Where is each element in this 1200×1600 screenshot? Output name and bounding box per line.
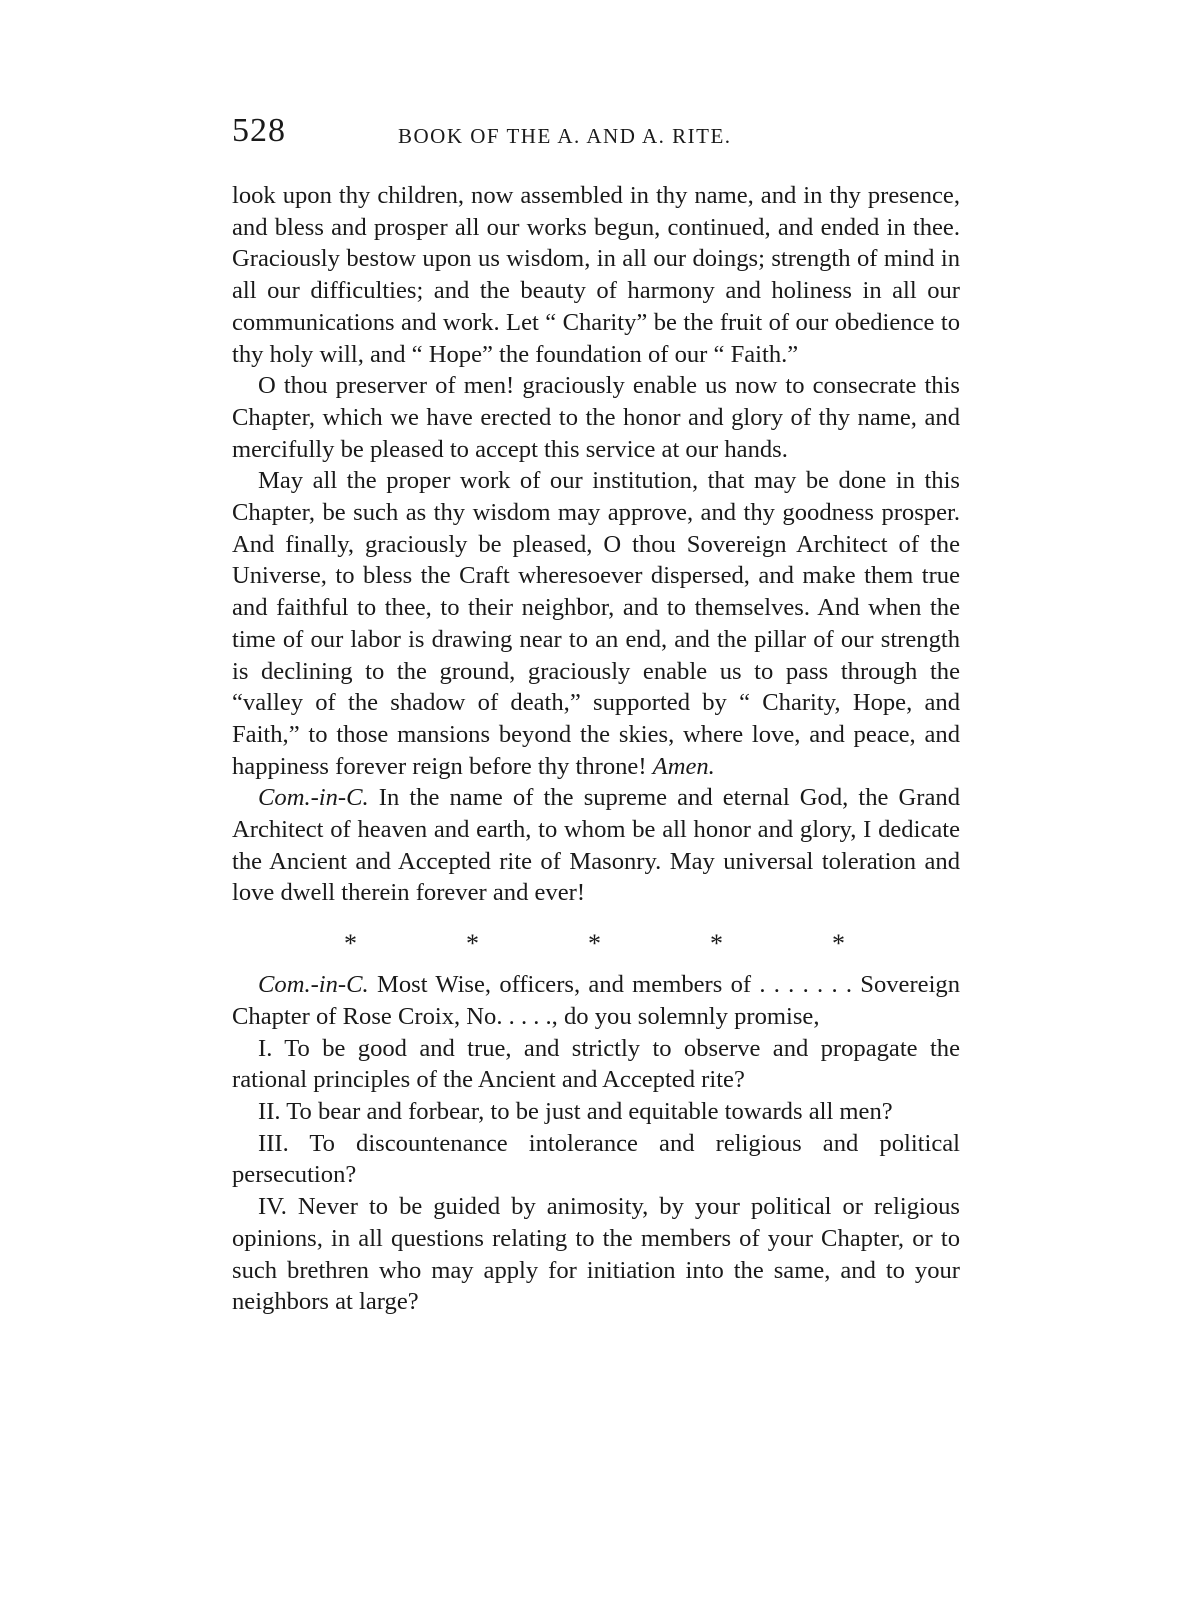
asterisk: * [466, 929, 479, 959]
paragraph-dedication [232, 782, 960, 909]
paragraph-prayer-continued: look upon thy children, now assembled in thy name, and in thy presence, and bless and prosper all our works begun, continued, and ended in thee. Graciously bestow upon us wisdom, in all our doings; strength of mind in all our difficulties; and the beauty of harmony and holiness in all our communications and work. Let “ Charity” be the fruit of our obedience to thy holy will, and “ Hope” the foundation of our “ Faith.” [232, 182, 960, 368]
question-item: II. To bear and forbear, to be just and equitable towards all men? [258, 1097, 893, 1125]
page-number: 528 [232, 112, 286, 149]
promise-text: Most Wise, officers, and members of . . . . . . . Sovereign Chapter of Rose Croix, No. . . . ., do you solemnly promise, [232, 971, 960, 1030]
asterisk: * [588, 929, 601, 959]
paragraph-closing-prayer [232, 465, 960, 782]
page-header [232, 112, 960, 162]
asterisk: * [710, 929, 723, 959]
asterisk: * [344, 929, 357, 959]
question-item: III. To discountenance intolerance and religious and political persecution? [232, 1129, 960, 1189]
speaker-label: Com.-in-C. [258, 784, 369, 812]
asterisk: * [832, 929, 845, 959]
speaker-label: Com.-in-C. [258, 971, 369, 999]
closing-prayer-text: May all the proper work of our institution, that may be done in this Chapter, be such as thy wisdom may approve, and thy goodness prosper. And finally, graciously be pleased, O thou Sovereign Architect of the Universe, to bless the Craft wheresoever dispersed, and make them true and faithful to thee, to their neighbor, and to themselves. And when the time of our labor is drawing near to an end, and the pillar of our strength is declining to the ground, graciously enable us to pass through the “valley of the shadow of death,” supported by “ Charity, Hope, and Faith,” to those mansions beyond the skies, where love, and peace, and happiness forever reign before thy throne! [232, 467, 960, 780]
question-item: I. To be good and true, and strictly to observe and propagate the rational principles of the Ancient and Accepted rite? [232, 1034, 960, 1094]
running-head: BOOK OF THE A. AND A. RITE. [398, 124, 732, 148]
section-break-asterisks [232, 909, 960, 969]
question-item: IV. Never to be guided by animosity, by your political or religious opinions, in all questions relating to the members of your Chapter, or to such brethren who may apply for initiation into the same, and to your neighbors at large? [232, 1193, 960, 1316]
amen-text: Amen. [652, 752, 715, 780]
paragraph-promise [232, 969, 960, 1032]
paragraph-preserver: O thou preserver of men! graciously enable us now to consecrate this Chapter, which we have erected to the honor and glory of thy name, and mercifully be pleased to accept this service at our hands. [232, 372, 960, 463]
body-text [232, 180, 960, 1318]
dedication-text: In the name of the supreme and eternal God, the Grand Architect of heaven and earth, to whom be all honor and glory, I dedicate the Ancient and Accepted rite of Masonry. May universal toleration and love dwell therein forever and ever! [232, 784, 960, 907]
